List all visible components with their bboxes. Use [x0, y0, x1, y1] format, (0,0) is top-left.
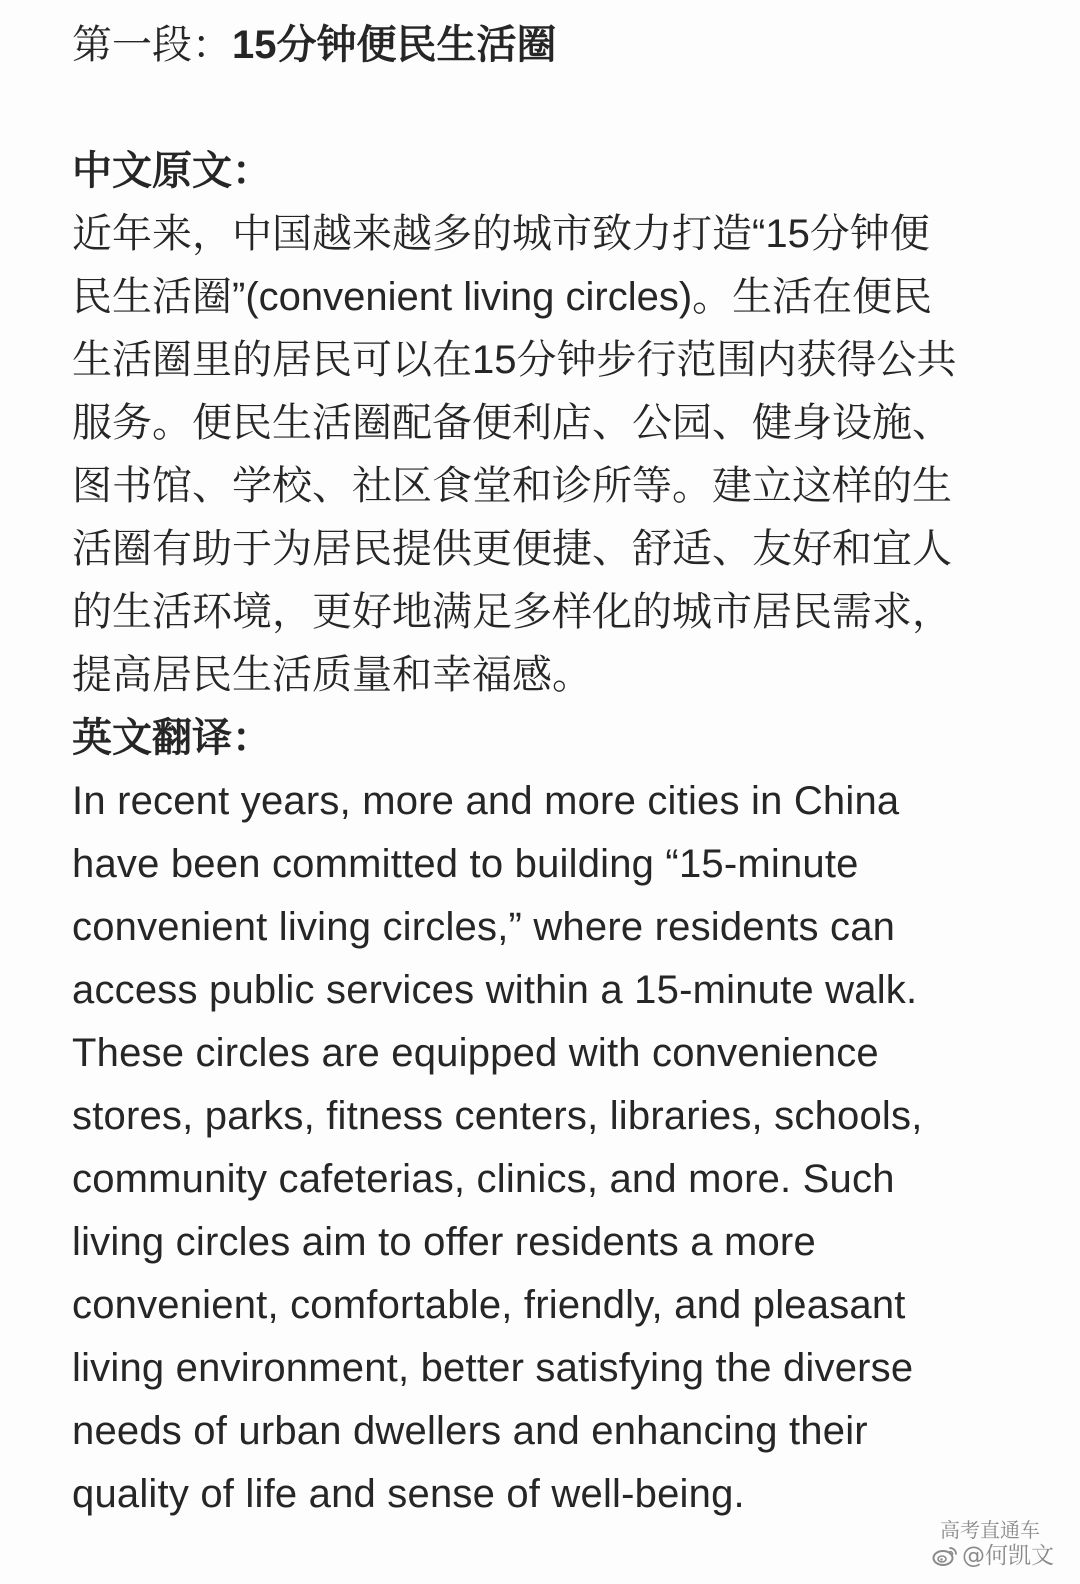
watermark-author-row: [894, 1542, 1054, 1570]
section-title-main: 15分钟便民生活圈: [232, 23, 557, 67]
english-text-line: living circles aim to offer residents a more: [72, 1220, 816, 1264]
english-text-line: quality of life and sense of well-being.: [72, 1472, 745, 1516]
chinese-original-heading: 中文原文：: [72, 149, 272, 193]
english-text-line: stores, parks, fitness centers, libraries, schools,: [72, 1094, 923, 1138]
english-text-line: convenient, comfortable, friendly, and pleasant: [72, 1283, 906, 1327]
english-translation-heading: 英文翻译：: [72, 716, 272, 760]
english-text-line: needs of urban dwellers and enhancing their: [72, 1409, 868, 1453]
watermark: [894, 1518, 1054, 1570]
section-title-prefix: 第一段：: [72, 23, 232, 67]
chinese-text-line: 活圈有助于为居民提供更便捷、舒适、友好和宜人: [72, 527, 952, 571]
english-text-line: community cafeterias, clinics, and more. Such: [72, 1157, 895, 1201]
english-text-line: have been committed to building “15-minute: [72, 842, 859, 886]
chinese-text-line: 服务。便民生活圈配备便利店、公园、健身设施、: [72, 401, 952, 445]
english-text-line: In recent years, more and more cities in China: [72, 779, 900, 823]
english-text-line: These circles are equipped with convenience: [72, 1031, 879, 1075]
watermark-author: @何凯文: [962, 1543, 1054, 1569]
chinese-text-line: 民生活圈”(convenient living circles)。生活在便民: [72, 275, 933, 319]
english-text-line: access public services within a 15-minute walk.: [72, 968, 918, 1012]
weibo-logo-icon: [932, 1545, 958, 1567]
chinese-text-line: 的生活环境，更好地满足多样化的城市居民需求，: [72, 590, 952, 634]
watermark-source: 高考直通车: [940, 1518, 1040, 1542]
english-text-line: living environment, better satisfying the diverse: [72, 1346, 914, 1390]
chinese-text-line: 近年来，中国越来越多的城市致力打造“15分钟便: [72, 212, 930, 256]
chinese-text-line: 提高居民生活质量和幸福感。: [72, 653, 592, 697]
spacer: [72, 77, 1080, 140]
section-title: [72, 14, 1062, 77]
chinese-text-line: 图书馆、学校、社区食堂和诊所等。建立这样的生: [72, 464, 952, 508]
english-text-line: convenient living circles,” where residents can: [72, 905, 896, 949]
chinese-text-line: 生活圈里的居民可以在15分钟步行范围内获得公共: [72, 338, 957, 382]
